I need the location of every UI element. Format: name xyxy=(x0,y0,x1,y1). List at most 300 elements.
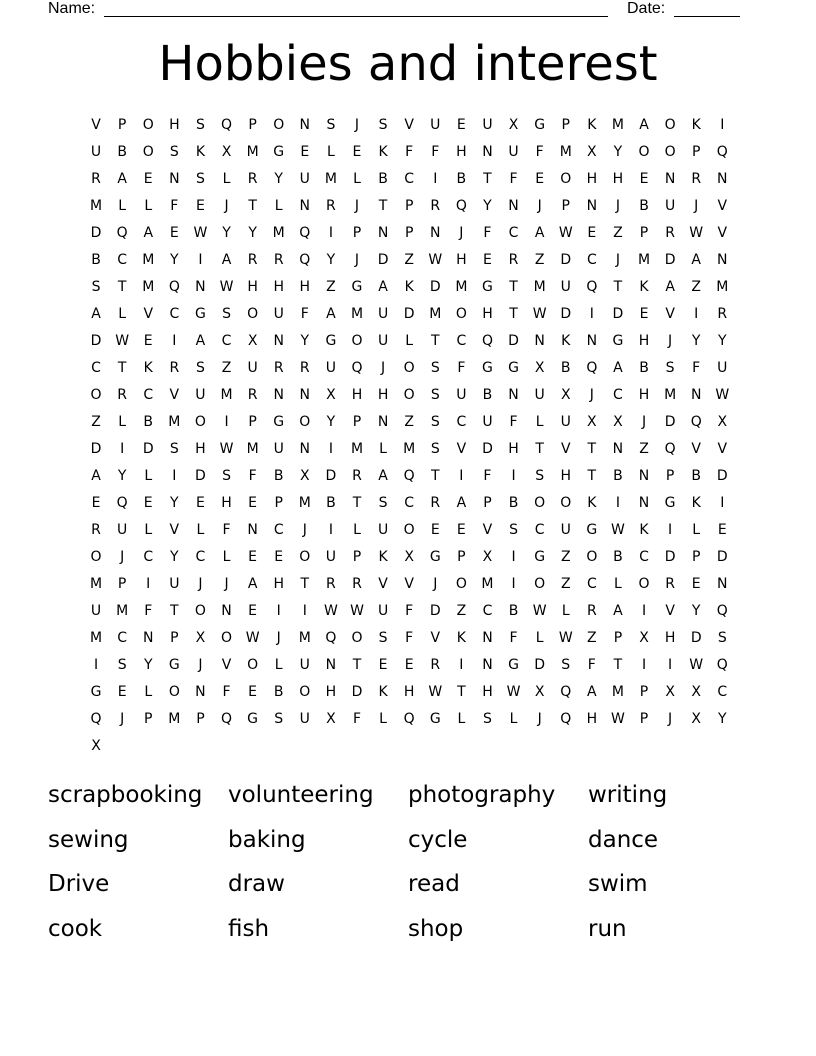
grid-letter: F xyxy=(405,603,414,619)
grid-letter: L xyxy=(144,684,153,700)
grid-letter: O xyxy=(194,603,206,619)
grid-letter: H xyxy=(247,279,258,295)
grid-letter: D xyxy=(560,306,572,322)
word-list-item: swim xyxy=(588,871,648,897)
grid-letter: U xyxy=(117,522,128,538)
grid-letter: I xyxy=(459,468,464,484)
grid-letter: Y xyxy=(248,225,257,241)
grid-letter: E xyxy=(143,171,153,187)
grid-letter: Y xyxy=(483,198,492,214)
grid-letter: D xyxy=(664,252,676,268)
grid-letter: E xyxy=(91,495,101,511)
grid-letter: W xyxy=(689,657,704,673)
grid-letter: Y xyxy=(170,549,179,565)
word-list-item: cook xyxy=(48,915,103,942)
grid-letter: A xyxy=(613,603,623,619)
grid-letter: S xyxy=(378,630,388,646)
grid-letter: A xyxy=(91,468,101,484)
grid-letter: J xyxy=(381,360,386,376)
grid-letter: J xyxy=(276,630,281,646)
grid-letter: R xyxy=(247,387,258,403)
grid-letter: S xyxy=(430,441,440,457)
grid-letter: V xyxy=(404,117,414,133)
grid-letter: M xyxy=(298,495,311,511)
grid-letter: Z xyxy=(639,441,649,457)
grid-letter: E xyxy=(274,549,284,565)
grid-letter: X xyxy=(639,630,649,646)
grid-letter: W xyxy=(245,630,260,646)
grid-letter: Y xyxy=(326,414,336,430)
grid-letter: D xyxy=(351,684,363,700)
grid-letter: S xyxy=(378,117,388,133)
grid-letter: J xyxy=(120,711,125,727)
grid-letter: F xyxy=(509,630,518,646)
grid-letter: V xyxy=(717,225,728,241)
grid-letter: V xyxy=(430,630,441,646)
grid-letter: Z xyxy=(404,414,414,430)
word-list-item: draw xyxy=(228,871,285,897)
grid-letter: T xyxy=(535,441,544,457)
grid-letter: J xyxy=(224,198,229,214)
grid-letter: N xyxy=(638,468,650,484)
grid-letter: N xyxy=(534,333,545,349)
grid-letter: E xyxy=(195,198,205,214)
grid-letter: X xyxy=(613,414,623,430)
grid-letter: C xyxy=(586,252,597,268)
grid-letter: H xyxy=(664,630,676,646)
grid-letter: C xyxy=(404,495,415,511)
grid-letter: V xyxy=(404,576,414,592)
grid-letter: I xyxy=(459,657,464,673)
grid-letter: B xyxy=(273,468,284,484)
grid-letter: H xyxy=(638,387,650,403)
grid-letter: B xyxy=(456,171,467,187)
grid-letter: I xyxy=(589,306,594,322)
grid-letter: D xyxy=(664,549,676,565)
grid-letter: E xyxy=(248,549,258,565)
grid-letter: M xyxy=(403,441,416,457)
grid-letter: H xyxy=(612,171,624,187)
date-line[interactable] xyxy=(674,0,740,17)
grid-letter: J xyxy=(224,576,229,592)
word-list-item: writing xyxy=(588,782,668,808)
grid-letter: S xyxy=(222,306,231,322)
grid-letter: L xyxy=(353,171,361,187)
grid-letter: D xyxy=(142,441,154,457)
grid-letter: Q xyxy=(716,144,728,160)
grid-letter: J xyxy=(198,657,203,673)
grid-letter: W xyxy=(193,225,208,241)
grid-letter: W xyxy=(532,603,547,619)
grid-letter: O xyxy=(638,576,650,592)
grid-letter: M xyxy=(324,171,337,187)
grid-letter: S xyxy=(430,387,440,403)
grid-letter: V xyxy=(691,441,701,457)
grid-letter: U xyxy=(456,387,467,403)
grid-letter: U xyxy=(430,117,441,133)
grid-letter: N xyxy=(221,603,232,619)
grid-letter: D xyxy=(482,441,493,457)
grid-letter: E xyxy=(430,522,440,538)
grid-letter: O xyxy=(247,306,259,322)
grid-letter: I xyxy=(328,522,333,538)
grid-letter: Y xyxy=(718,333,727,349)
grid-letter: N xyxy=(377,225,389,241)
grid-letter: N xyxy=(169,171,180,187)
grid-letter: Z xyxy=(560,576,571,592)
grid-letter: L xyxy=(326,144,335,160)
grid-letter: H xyxy=(351,387,363,403)
grid-letter: G xyxy=(482,360,493,376)
grid-letter: P xyxy=(639,225,649,241)
grid-letter: P xyxy=(117,117,127,133)
word-list-item: fish xyxy=(228,915,270,942)
grid-letter: Z xyxy=(691,279,701,295)
grid-letter: R xyxy=(430,198,441,214)
grid-letter: A xyxy=(665,279,675,295)
grid-letter: O xyxy=(455,576,467,592)
page-title: Hobbies and interest xyxy=(158,36,658,92)
grid-letter: P xyxy=(170,630,179,646)
grid-letter: Q xyxy=(690,414,702,430)
grid-letter: P xyxy=(561,198,570,214)
grid-letter: A xyxy=(91,306,101,322)
grid-letter: R xyxy=(247,171,258,187)
grid-letter: B xyxy=(326,495,336,511)
grid-letter: L xyxy=(274,657,283,673)
grid-letter: U xyxy=(560,279,571,295)
grid-letter: K xyxy=(639,522,649,538)
grid-letter: A xyxy=(221,252,232,268)
grid-letter: T xyxy=(300,576,310,592)
grid-letter: J xyxy=(615,198,620,214)
grid-letter: P xyxy=(691,549,701,565)
grid-letter: B xyxy=(482,387,493,403)
word-list-item: cycle xyxy=(408,826,468,853)
grid-letter: C xyxy=(221,333,232,349)
header xyxy=(48,0,740,22)
grid-letter: W xyxy=(611,711,625,727)
grid-letter: W xyxy=(350,603,364,619)
grid-letter: W xyxy=(506,684,521,700)
grid-letter: X xyxy=(326,387,336,403)
grid-letter: E xyxy=(404,657,414,673)
grid-letter: O xyxy=(664,144,676,160)
grid-letter: V xyxy=(169,522,180,538)
grid-letter: J xyxy=(615,252,620,268)
grid-letter: A xyxy=(691,252,701,268)
grid-letter: U xyxy=(325,549,337,565)
grid-letter: H xyxy=(586,711,598,727)
grid-letter: J xyxy=(537,198,542,214)
grid-letter: A xyxy=(587,684,597,700)
grid-letter: A xyxy=(378,468,388,484)
grid-letter: G xyxy=(273,414,285,430)
grid-letter: U xyxy=(534,387,545,403)
grid-letter: F xyxy=(300,306,309,322)
grid-letter: A xyxy=(378,279,388,295)
grid-letter: X xyxy=(691,711,701,727)
grid-letter: X xyxy=(482,549,493,565)
grid-letter: M xyxy=(142,252,155,268)
grid-letter: I xyxy=(433,171,438,187)
grid-letter: C xyxy=(195,549,206,565)
grid-letter: X xyxy=(665,684,675,700)
grid-letter: H xyxy=(508,441,519,457)
grid-letter: O xyxy=(194,414,206,430)
grid-letter: U xyxy=(169,576,180,592)
grid-letter: I xyxy=(224,414,229,430)
grid-letter: C xyxy=(456,414,467,430)
grid-letter: H xyxy=(377,387,389,403)
grid-letter: S xyxy=(430,414,440,430)
grid-letter: X xyxy=(404,549,414,565)
grid-letter: X xyxy=(587,144,597,160)
grid-letter: I xyxy=(615,495,620,511)
grid-letter: S xyxy=(665,360,675,376)
grid-letter: U xyxy=(560,522,571,538)
grid-letter: J xyxy=(354,252,360,268)
grid-letter: M xyxy=(481,576,494,592)
grid-letter: N xyxy=(299,387,311,403)
grid-letter: W xyxy=(115,333,130,349)
grid-letter: C xyxy=(117,630,128,646)
grid-letter: M xyxy=(90,576,103,592)
grid-letter: L xyxy=(457,711,466,727)
grid-letter: T xyxy=(457,684,466,700)
grid-letter: W xyxy=(532,306,547,322)
grid-letter: F xyxy=(248,468,257,484)
grid-letter: V xyxy=(665,306,675,322)
grid-letter: D xyxy=(690,630,702,646)
grid-letter: T xyxy=(248,198,257,214)
grid-letter: P xyxy=(404,198,414,214)
grid-letter: K xyxy=(378,684,388,700)
grid-letter: D xyxy=(664,414,676,430)
grid-letter: G xyxy=(586,522,598,538)
grid-letter: R xyxy=(326,198,336,214)
grid-letter: D xyxy=(325,468,337,484)
grid-letter: N xyxy=(717,171,728,187)
grid-letter: Z xyxy=(560,549,571,565)
grid-letter: L xyxy=(692,522,701,538)
grid-letter: B xyxy=(613,468,623,484)
grid-letter: Y xyxy=(170,252,179,268)
grid-letter: I xyxy=(172,468,177,484)
grid-letter: Q xyxy=(716,657,728,673)
grid-letter: S xyxy=(274,711,284,727)
grid-letter: W xyxy=(611,522,625,538)
grid-letter: R xyxy=(273,252,284,268)
grid-letter: J xyxy=(589,387,594,403)
grid-letter: Y xyxy=(718,711,727,727)
grid-letter: P xyxy=(352,549,362,565)
grid-letter: P xyxy=(352,225,362,241)
grid-letter: Y xyxy=(274,171,283,187)
grid-letter: P xyxy=(483,495,492,511)
grid-letter: R xyxy=(326,576,336,592)
grid-letter: W xyxy=(689,225,704,241)
grid-letter: X xyxy=(691,684,701,700)
grid-letter: G xyxy=(90,684,102,700)
grid-letter: X xyxy=(91,738,101,754)
grid-letter: F xyxy=(144,603,153,619)
grid-letter: D xyxy=(429,603,441,619)
name-line[interactable] xyxy=(104,0,608,17)
grid-letter: L xyxy=(118,414,127,430)
grid-letter: N xyxy=(273,333,284,349)
grid-letter: T xyxy=(587,441,597,457)
grid-letter: S xyxy=(430,360,440,376)
grid-letter: E xyxy=(300,144,310,160)
grid-letter: N xyxy=(664,171,676,187)
grid-letter: J xyxy=(302,522,307,538)
grid-letter: Q xyxy=(403,711,415,727)
grid-letter: S xyxy=(195,360,205,376)
grid-letter: U xyxy=(377,333,389,349)
grid-letter: B xyxy=(508,603,519,619)
grid-letter: X xyxy=(300,468,310,484)
grid-letter: M xyxy=(90,198,103,214)
grid-letter: S xyxy=(222,468,231,484)
grid-letter: I xyxy=(146,576,151,592)
grid-letter: W xyxy=(558,225,573,241)
grid-letter: E xyxy=(169,225,179,241)
grid-letter: N xyxy=(717,576,728,592)
grid-letter: O xyxy=(403,387,415,403)
grid-letter: G xyxy=(508,360,519,376)
grid-letter: G xyxy=(534,549,546,565)
grid-letter: I xyxy=(328,441,333,457)
grid-letter: F xyxy=(222,684,231,700)
grid-letter: D xyxy=(612,306,624,322)
grid-letter: M xyxy=(116,603,129,619)
grid-letter: E xyxy=(117,684,127,700)
grid-letter: L xyxy=(222,549,231,565)
grid-letter: U xyxy=(299,171,310,187)
grid-letter: R xyxy=(717,306,728,322)
grid-letter: O xyxy=(247,657,259,673)
grid-letter: U xyxy=(195,387,206,403)
grid-letter: O xyxy=(664,117,676,133)
grid-letter: P xyxy=(404,225,414,241)
grid-letter: I xyxy=(694,306,699,322)
grid-letter: F xyxy=(587,657,596,673)
word-list-item: read xyxy=(408,871,460,897)
grid-letter: T xyxy=(117,360,127,376)
grid-letter: I xyxy=(668,657,673,673)
grid-letter: Q xyxy=(716,603,728,619)
grid-letter: S xyxy=(195,171,205,187)
grid-letter: M xyxy=(611,117,624,133)
grid-letter: U xyxy=(560,414,571,430)
grid-letter: R xyxy=(273,360,284,376)
grid-letter: U xyxy=(377,522,389,538)
grid-letter: Y xyxy=(613,144,623,160)
grid-letter: O xyxy=(90,387,102,403)
grid-letter: V xyxy=(482,522,493,538)
grid-letter: O xyxy=(221,630,233,646)
grid-letter: C xyxy=(143,549,154,565)
name-label: Name: xyxy=(48,0,96,17)
grid-letter: S xyxy=(378,495,388,511)
grid-letter: S xyxy=(509,522,518,538)
grid-letter: L xyxy=(379,711,387,727)
grid-letter: T xyxy=(509,279,518,295)
grid-letter: H xyxy=(299,279,311,295)
word-list-item: run xyxy=(588,915,627,942)
grid-letter: I xyxy=(120,441,125,457)
grid-letter: O xyxy=(560,171,572,187)
grid-letter: I xyxy=(668,522,673,538)
grid-letter: Q xyxy=(299,225,311,241)
grid-letter: K xyxy=(561,333,571,349)
grid-letter: K xyxy=(587,117,597,133)
grid-letter: M xyxy=(455,279,468,295)
grid-letter: L xyxy=(535,414,544,430)
grid-letter: K xyxy=(587,495,597,511)
grid-letter: L xyxy=(353,522,361,538)
grid-letter: U xyxy=(273,441,284,457)
grid-letter: A xyxy=(534,225,545,241)
grid-letter: M xyxy=(716,279,729,295)
grid-letter: A xyxy=(247,576,258,592)
grid-letter: R xyxy=(91,522,101,538)
grid-letter: J xyxy=(694,198,699,214)
grid-letter: D xyxy=(377,252,389,268)
grid-letter: K xyxy=(378,549,388,565)
grid-letter: P xyxy=(196,711,205,727)
grid-letter: P xyxy=(639,684,649,700)
grid-letter: M xyxy=(611,684,624,700)
grid-letter: D xyxy=(716,468,728,484)
grid-letter: N xyxy=(142,630,154,646)
grid-letter: E xyxy=(378,657,388,673)
grid-letter: A xyxy=(639,117,649,133)
grid-letter: M xyxy=(246,144,259,160)
grid-letter: S xyxy=(91,279,101,295)
grid-letter: F xyxy=(352,711,362,727)
grid-letter: J xyxy=(120,549,125,565)
grid-letter: W xyxy=(219,279,234,295)
grid-letter: F xyxy=(431,144,440,160)
grid-letter: O xyxy=(560,495,572,511)
grid-letter: T xyxy=(117,279,127,295)
grid-letter: Q xyxy=(664,441,676,457)
grid-letter: L xyxy=(222,171,231,187)
grid-letter: S xyxy=(326,117,336,133)
grid-letter: B xyxy=(143,414,154,430)
grid-letter: L xyxy=(614,576,622,592)
grid-letter: X xyxy=(508,117,519,133)
grid-letter: P xyxy=(561,117,570,133)
grid-letter: C xyxy=(169,306,180,322)
grid-letter: G xyxy=(194,306,206,322)
grid-letter: E xyxy=(195,495,205,511)
grid-letter: C xyxy=(639,549,649,565)
grid-letter: F xyxy=(509,414,518,430)
grid-letter: V xyxy=(665,603,675,619)
grid-letter: T xyxy=(352,495,362,511)
grid-letter: N xyxy=(325,657,337,673)
grid-letter: T xyxy=(430,333,440,349)
grid-letter: O xyxy=(586,549,598,565)
grid-letter: O xyxy=(299,549,311,565)
grid-letter: C xyxy=(534,522,545,538)
grid-letter: F xyxy=(405,144,414,160)
word-list-item: scrapbooking xyxy=(48,782,203,808)
grid-letter: Y xyxy=(326,252,336,268)
